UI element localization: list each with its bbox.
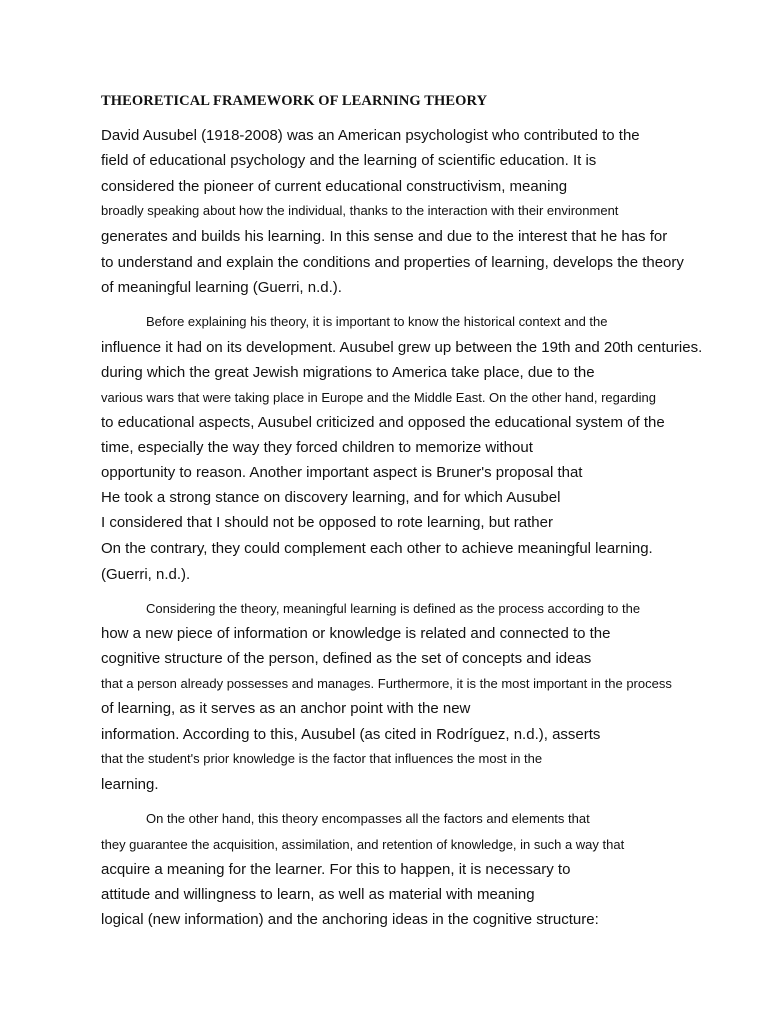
paragraph-line: to understand and explain the conditions and properties of learning, develops the theory — [101, 254, 684, 271]
paragraph-line: He took a strong stance on discovery learning, and for which Ausubel — [101, 489, 561, 506]
paragraph-line: how a new piece of information or knowledge is related and connected to the — [101, 625, 611, 642]
paragraph-line: broadly speaking about how the individual, thanks to the interaction with their environment — [101, 203, 619, 218]
paragraph-line: Before explaining his theory, it is important to know the historical context and the — [146, 314, 608, 329]
paragraph-line: various wars that were taking place in Europe and the Middle East. On the other hand, regarding — [101, 390, 656, 405]
paragraph-line: field of educational psychology and the learning of scientific education. It is — [101, 152, 597, 169]
paragraph-line: attitude and willingness to learn, as well as material with meaning — [101, 886, 535, 903]
paragraph-line: David Ausubel (1918-2008) was an American psychologist who contributed to the — [101, 127, 640, 144]
paragraph-line: On the other hand, this theory encompasses all the factors and elements that — [146, 811, 590, 826]
paragraph-line: to educational aspects, Ausubel criticized and opposed the educational system of the — [101, 414, 665, 431]
document-title: THEORETICAL FRAMEWORK OF LEARNING THEORY — [101, 93, 488, 109]
paragraph-line: time, especially the way they forced children to memorize without — [101, 439, 533, 456]
paragraph-line: of meaningful learning (Guerri, n.d.). — [101, 279, 342, 296]
paragraph-line: they guarantee the acquisition, assimilation, and retention of knowledge, in such a way that — [101, 837, 625, 852]
paragraph-line: during which the great Jewish migrations to America take place, due to the — [101, 364, 595, 381]
paragraph-line: cognitive structure of the person, defined as the set of concepts and ideas — [101, 650, 592, 667]
paragraph-line: generates and builds his learning. In this sense and due to the interest that he has for — [101, 228, 668, 245]
paragraph-line: information. According to this, Ausubel (as cited in Rodríguez, n.d.), asserts — [101, 726, 601, 743]
paragraph-line: On the contrary, they could complement each other to achieve meaningful learning. — [101, 540, 653, 557]
paragraph-line: Considering the theory, meaningful learning is defined as the process according to the — [146, 601, 641, 616]
paragraph-line: learning. — [101, 776, 159, 793]
paragraph-line: of learning, as it serves as an anchor point with the new — [101, 700, 471, 717]
paragraph-line: (Guerri, n.d.). — [101, 566, 191, 583]
paragraph-line: that a person already possesses and manages. Furthermore, it is the most important in the process — [101, 676, 672, 691]
paragraph-line: influence it had on its development. Ausubel grew up between the 19th and 20th centuries. — [101, 339, 703, 356]
paragraph-line: that the student's prior knowledge is the factor that influences the most in the — [101, 751, 543, 766]
paragraph-line: opportunity to reason. Another important aspect is Bruner's proposal that — [101, 464, 583, 481]
paragraph-line: logical (new information) and the anchoring ideas in the cognitive structure: — [101, 911, 599, 928]
paragraph-line: considered the pioneer of current educational constructivism, meaning — [101, 178, 568, 195]
paragraph-line: acquire a meaning for the learner. For this to happen, it is necessary to — [101, 861, 571, 878]
paragraph-line: I considered that I should not be opposed to rote learning, but rather — [101, 514, 553, 531]
